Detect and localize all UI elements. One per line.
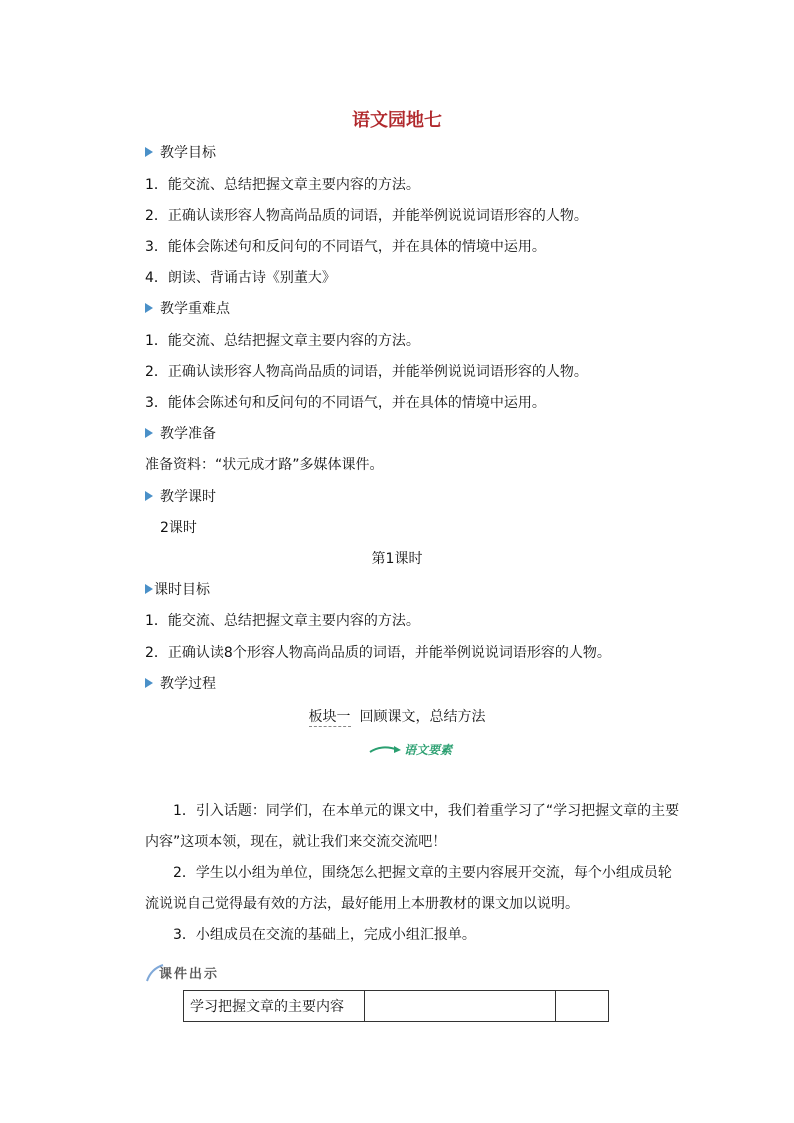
key-point-item: 1．能交流、总结把握文章主要内容的方法。 [145,333,420,349]
triangle-bullet-icon [145,491,153,501]
table-cell [365,991,556,1022]
section-header-hours: 教学课时 [145,487,216,507]
prep-text: 准备资料：“状元成才路”多媒体课件。 [145,457,384,473]
document-page: 语文园地七 教学目标 1．能交流、总结把握文章主要内容的方法。 2．正确认读形容人物高尚品质的词语，并能举例说说词语形容的人物。 3．能体会陈述句和反问句的不同语气，并在具体的情境中运用。 4．朗读、背诵古诗《别董大》 教学重难点 1．能交流、总结把握文章主要内容的方法。 2．正确认读形容人物高尚品质的词语，并能举例说说词语形容的人物。 3．能体会陈述句和反问句的不同语气，并在具体的情境中运用。 教学准备 准备资料：“状元成才路”多媒体课件。 教学课时 2课时 第1课时 课时目标 1．能交流、总结把握文章主要内容的方法。 2．正确认读8个形容人物高尚品质的词语，并能举例说说词语形容的人物。 教学过程 板块一 回顾课文，总结方法 语文要素 1．引入话题：同学们，在本单元的课文中，我们着重学习了“学习把握文章的主要内容”这项本领，现在，就让我们来交流交流吧！ 2．学生以小组为单位，围绕怎么把握文章的主要内容展开交流，每个小组成员轮流说说自己觉得最有效的方法，最好能用上本册教材的课文加以说明。 3．小组成员在交流的基础上，完成小组汇报单。 课件出示 学习把握文章的主要内容 [0,0,794,1123]
triangle-bullet-icon [145,584,153,594]
triangle-bullet-icon [145,303,153,313]
key-point-item: 3．能体会陈述句和反问句的不同语气，并在具体的情境中运用。 [145,395,546,411]
section-header-lesson-goals: 课时目标 [145,580,210,600]
page-title: 语文园地七 [352,110,442,131]
yuwen-label: 语文要素 [404,743,453,757]
triangle-bullet-icon [145,147,153,157]
section-header-process: 教学过程 [145,674,216,694]
goal-item: 4．朗读、背诵古诗《别董大》 [145,270,336,286]
process-paragraph: 2．学生以小组为单位，围绕怎么把握文章的主要内容展开交流，每个小组成员轮流说说自己觉得最有效的方法，最好能用上本册教材的课文加以说明。 [145,865,672,912]
section-header-goals: 教学目标 [145,143,216,163]
lesson-goal-item: 2．正确认读8个形容人物高尚品质的词语，并能举例说说词语形容的人物。 [145,645,611,661]
triangle-bullet-icon [145,428,153,438]
block-title: 板块一 回顾课文，总结方法 [308,709,486,725]
lesson-title: 第1课时 [371,551,423,567]
section-header-prep: 教学准备 [145,424,216,444]
table-row [184,991,609,1022]
table-cell: 学习把握文章的主要内容 [184,991,365,1022]
arrow-swoosh-icon [368,740,404,758]
table-cell [556,991,609,1022]
process-paragraph: 1．引入话题：同学们，在本单元的课文中，我们着重学习了“学习把握文章的主要内容”这项本领，现在，就让我们来交流交流吧！ [145,803,680,850]
goal-item: 1．能交流、总结把握文章主要内容的方法。 [145,177,420,193]
process-paragraph: 3．小组成员在交流的基础上，完成小组汇报单。 [173,927,476,943]
triangle-bullet-icon [145,678,153,688]
lesson-goal-item: 1．能交流、总结把握文章主要内容的方法。 [145,613,420,629]
key-point-item: 2．正确认读形容人物高尚品质的词语，并能举例说说词语形容的人物。 [145,364,588,380]
section-header-key-points: 教学重难点 [145,299,230,319]
summary-table [183,990,609,1022]
goal-item: 3．能体会陈述句和反问句的不同语气，并在具体的情境中运用。 [145,239,546,255]
hours-text: 2课时 [160,520,197,536]
goal-item: 2．正确认读形容人物高尚品质的词语，并能举例说说词语形容的人物。 [145,208,588,224]
